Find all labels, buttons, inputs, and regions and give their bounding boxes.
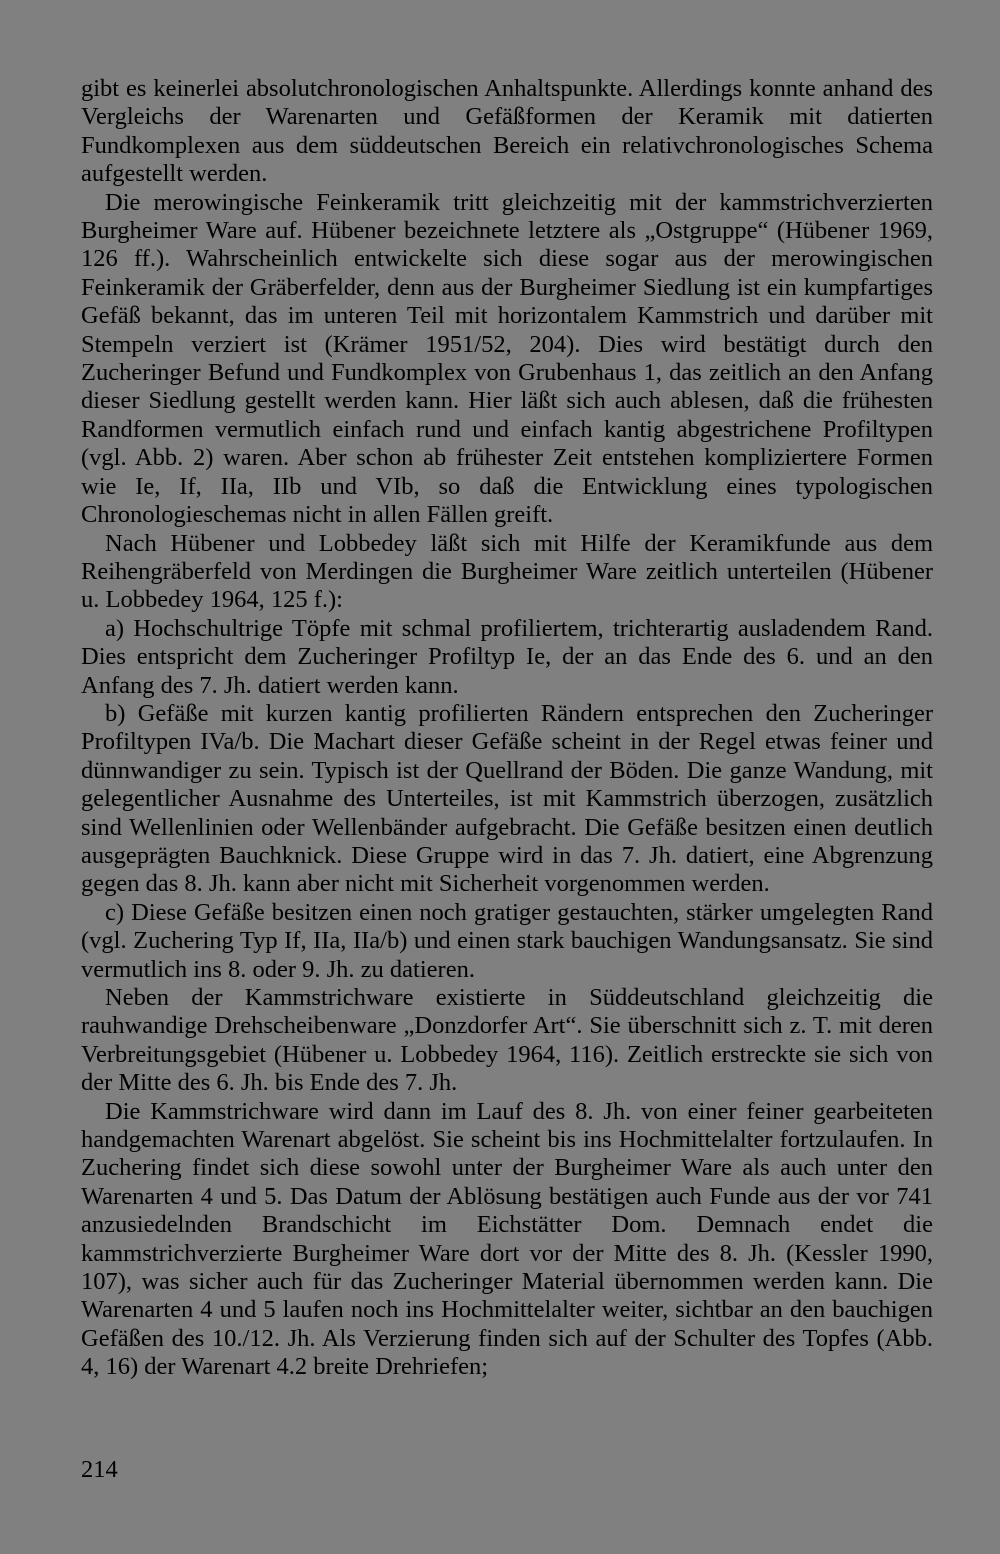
paragraph-group-a: a) Hochschultrige Töpfe mit schmal profiliertem, trichterartig ausladendem Rand. Dies entspricht dem Zucheringer Profiltyp Ie, der an das Ende des 6. und an den Anfang des 7. Jh. datiert werden kann. [81,614,933,699]
paragraph-intro: gibt es keinerlei absolutchronologischen Anhaltspunkte. Allerdings konnte anhand des Vergleichs der Warenarten und Gefäßformen der Keramik mit datierten Fundkomplexen aus dem süddeutschen Bereich ein relativchronologisches Schema aufgestellt werden. [81,75,933,188]
paragraph-donzdorfer: Neben der Kammstrichware existierte in Süddeutschland gleichzeitig die rauhwandige Drehscheibenware „Donzdorfer Art“. Sie überschnitt sich z. T. mit deren Verbreitungsgebiet (Hübener u. Lobbedey 1964, 116). Zeitlich erstreckte sie sich von der Mitte des 6. Jh. bis Ende des 7. Jh. [81,984,933,1097]
paragraph-feinkeramik: Die merowingische Feinkeramik tritt gleichzeitig mit der kammstrichverzierten Burgheimer Ware auf. Hübener bezeichnete letztere als „Ostgruppe“ (Hübener 1969, 126 ff.). Wahrscheinlich entwickelte sich diese sogar aus der merowingischen Feinkeramik der Gräberfelder, denn aus der Burgheimer Siedlung ist ein kumpfartiges Gefäß bekannt, das im unteren Teil mit horizontalem Kammstrich und darüber mit Stempeln verziert ist (Krämer 1951/52, 204). Dies wird bestätigt durch den Zucheringer Befund und Fundkomplex von Grubenhaus 1, das zeitlich an den Anfang dieser Siedlung gestellt werden kann. Hier läßt sich auch ablesen, daß die frühesten Randformen vermutlich einfach rund und einfach kantig abgestrichene Profiltypen (vgl. Abb. 2) waren. Aber schon ab frühester Zeit entstehen kompliziertere Formen wie Ie, If, IIa, IIb und VIb, so daß die Entwicklung eines typologischen Chronologieschemas nicht in allen Fällen greift. [81,188,933,529]
page-number: 214 [81,1456,118,1483]
paragraph-group-b: b) Gefäße mit kurzen kantig profilierten Rändern entsprechen den Zucheringer Profiltypen IVa/b. Die Machart dieser Gefäße scheint in der Regel etwas feiner und dünnwandiger zu sein. Typisch ist der Quellrand der Böden. Die ganze Wandung, mit gelegentlicher Ausnahme des Unterteiles, ist mit Kammstrich überzogen, zusätzlich sind Wellenlinien oder Wellenbänder aufgebracht. Die Gefäße besitzen einen deutlich ausgeprägten Bauchknick. Diese Gruppe wird in das 7. Jh. datiert, eine Abgrenzung gegen das 8. Jh. kann aber nicht mit Sicherheit vorgenommen werden. [81,699,933,898]
paragraph-group-c: c) Diese Gefäße besitzen einen noch gratiger gestauchten, stärker umgelegten Rand (vgl. Zuchering Typ If, IIa, IIa/b) und einen stark bauchigen Wandungsansatz. Sie sind vermutlich ins 8. oder 9. Jh. zu datieren. [81,898,933,983]
paragraph-kammstrichware: Die Kammstrichware wird dann im Lauf des 8. Jh. von einer feiner gearbeiteten handgemachten Warenart abgelöst. Sie scheint bis ins Hochmittelalter fortzulaufen. In Zuchering findet sich diese sowohl unter der Burgheimer Ware als auch unter den Warenarten 4 und 5. Das Datum der Ablösung bestätigen auch Funde aus der vor 741 anzusiedelnden Brandschicht im Eichstätter Dom. Demnach endet die kammstrichverzierte Burgheimer Ware dort vor der Mitte des 8. Jh. (Kessler 1990, 107), was sicher auch für das Zucheringer Material übernommen werden kann. Die Warenarten 4 und 5 laufen noch ins Hochmittelalter weiter, sichtbar an den bauchigen Gefäßen des 10./12. Jh. Als Verzierung finden sich auf der Schulter des Topfes (Abb. 4, 16) der Warenart 4.2 breite Drehriefen; [81,1097,933,1381]
page-body [81,75,933,1382]
paragraph-huebener-lobbedey: Nach Hübener und Lobbedey läßt sich mit Hilfe der Keramikfunde aus dem Reihengräberfeld von Merdingen die Burgheimer Ware zeitlich unterteilen (Hübener u. Lobbedey 1964, 125 f.): [81,529,933,614]
